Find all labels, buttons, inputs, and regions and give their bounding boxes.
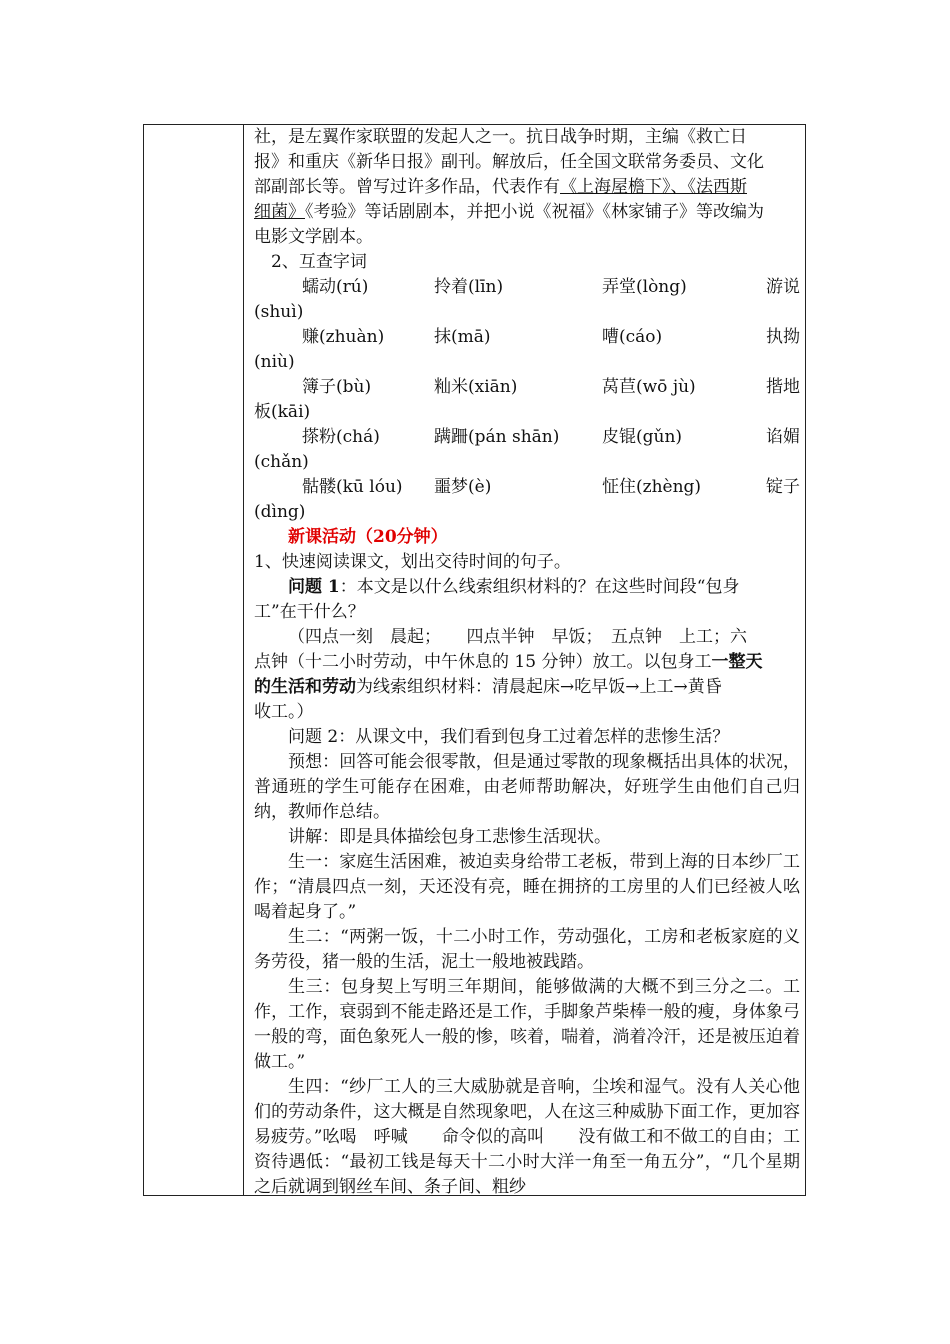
vocab-word: 揩地 (766, 377, 800, 397)
vocab-word: 弄堂(lòng) (602, 277, 687, 297)
answer-1-line: 收工。） (254, 702, 314, 722)
vocab-row (254, 425, 800, 450)
question-1-label: 问题 1 (288, 577, 340, 597)
intro-line: 社，是左翼作家联盟的发起人之一。抗日战争时期，主编《救亡日 (254, 127, 747, 147)
intro-text: 《考验》等话剧剧本，并把小说《祝福》《林家铺子》等改编为 (305, 202, 764, 222)
vocab-tail: (shuì) (254, 302, 304, 322)
vocab-word: 皮锟(gǔn) (602, 427, 683, 447)
vocab-heading: 2、互查字词 (271, 252, 367, 272)
intro-line: 报》和重庆《新华日报》副刊。解放后，任全国文联常务委员、文化 (254, 152, 764, 172)
answer-1-bold: 的生活和劳动 (254, 677, 356, 697)
vocab-word: 簿子(bù) (302, 377, 372, 397)
vocab-word: 游说 (766, 277, 800, 297)
question-2: 问题 2：从课文中，我们看到包身工过着怎样的悲惨生活？ (288, 727, 730, 747)
vocab-row (254, 475, 800, 500)
vocab-word: 骷髅(kū lóu) (302, 477, 403, 497)
vocab-word: 执拗 (766, 327, 800, 347)
answer-1-line (254, 650, 800, 675)
vocab-row (254, 275, 800, 300)
step-1: 1、快速阅读课文，划出交待时间的句子。 (254, 552, 571, 572)
left-column (144, 125, 244, 1195)
student-1: 生一：家庭生活困难，被迫卖身给带工老板，带到上海的日本纱厂工作；“清晨四点一刻，天还没有亮，睡在拥挤的工房里的人们已经被人吆喝着起身了。” (254, 852, 800, 922)
vocab-word: 搽粉(chá) (302, 427, 380, 447)
vocab-word: 蠕动(rú) (302, 277, 369, 297)
intro-text: 部副部长等。曾写过许多作品，代表作有 (254, 177, 560, 197)
work-title: 《法西斯 (687, 177, 747, 197)
vocab-word: 怔住(zhèng) (602, 477, 702, 497)
vocab-word: 蹒跚(pán shān) (434, 427, 560, 447)
vocab-tail: (niù) (254, 352, 295, 372)
vocab-row (254, 375, 800, 400)
student-3: 生三：包身契上写明三年期间，能够做满的大概不到三分之二。工作，工作，衰弱到不能走路还是工作，手脚象芦柴棒一般的瘦，身体象弓一般的弯，面色象死人一般的惨，咳着，喘着，淌着冷汗，还是被压迫着做工。” (254, 977, 800, 1072)
vocab-word: 嘈(cáo) (602, 327, 663, 347)
vocab-word: 赚(zhuàn) (302, 327, 385, 347)
intro-line (254, 200, 800, 225)
answer-1-line (254, 675, 800, 700)
intro-line (254, 175, 800, 200)
vocab-word: 锭子 (766, 477, 800, 497)
lesson-table (143, 124, 806, 1196)
explanation: 讲解：即是具体描绘包身工悲惨生活现状。 (288, 827, 611, 847)
question-1 (254, 575, 800, 600)
expectation: 预想：回答可能会很零散，但是通过零散的现象概括出具体的状况，普通班的学生可能存在困难，由老师帮助解决，好班学生由他们自己归纳，教师作总结。 (254, 752, 800, 822)
question-1-text: ：本文是以什么线索组织材料的？在这些时间段“包身 (339, 577, 740, 597)
separator: 、 (670, 177, 688, 197)
answer-1-text: 为线索组织材料：清晨起床→吃早饭→上工→黄昏 (356, 677, 722, 697)
vocab-word: 籼米(xiān) (434, 377, 518, 397)
vocab-word: 莴苣(wō jù) (602, 377, 696, 397)
vocab-tail: 板(kāi) (254, 402, 311, 422)
vocab-word: 谄媚 (766, 427, 800, 447)
work-title: 《上海屋檐下》 (560, 177, 671, 197)
work-title: 细菌》 (254, 202, 305, 222)
student-4: 生四：“纱厂工人的三大威胁就是音响，尘埃和湿气。没有人关心他们的劳动条件，这大概是自然现象吧，人在这三种威胁下面工作，更加容易疲劳。”吆喝 呼喊 命令似的高叫 没有做工和不做工的自由；工资待遇低：“最初工钱是每天十二小时大洋一角至一角五分”，“几个星期之后就调到钢丝车间、条子间、粗纱 (254, 1077, 800, 1197)
answer-1-line: （四点一刻 晨起； 四点半钟 早饭； 五点钟 上工；六 (288, 627, 747, 647)
answer-1-bold: 一整天 (711, 652, 763, 672)
intro-line: 电影文学剧本。 (254, 227, 373, 247)
vocab-word: 拎着(līn) (434, 277, 504, 297)
right-column (254, 125, 800, 1200)
student-2: 生二：“两粥一饭，十二小时工作，劳动强化，工房和老板家庭的义务劳役，猪一般的生活，泥土一般地被践踏。 (254, 927, 800, 972)
vocab-tail: (chǎn) (254, 452, 309, 472)
vocab-row (254, 325, 800, 350)
vocab-tail: (dìng) (254, 502, 306, 522)
vocab-word: 抹(mā) (434, 327, 491, 347)
activity-title: 新课活动（20分钟） (288, 527, 448, 547)
vocab-word: 噩梦(è) (434, 477, 492, 497)
answer-1-text: 点钟（十二小时劳动，中午休息的 15 分钟）放工。以包身工 (254, 652, 712, 672)
question-1-cont: 工”在干什么？ (254, 602, 365, 622)
